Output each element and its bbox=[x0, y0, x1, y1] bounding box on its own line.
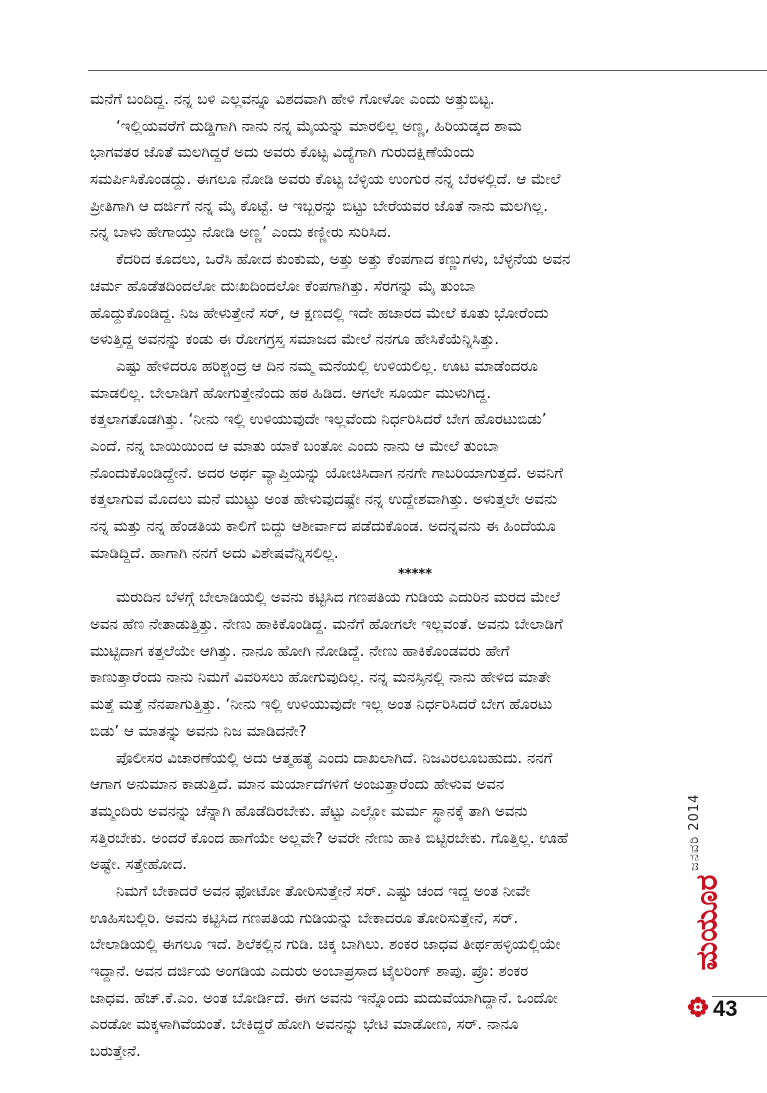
text-line: ಭಾಗವತರ ಜೊತೆ ಮಲಗಿದ್ದರೆ ಅದು ಅವರು ಕೊಟ್ಟ ವಿದ್ಯೆಗಾಗಿ ಗುರುದಕ್ಷಿಣೆಯೆಂದು bbox=[90, 143, 475, 162]
issue-date: ಜನವರಿ 2014 bbox=[687, 793, 702, 871]
text-line: ನನ್ನ ಮತ್ತು ನನ್ನ ಹೆಂಡತಿಯ ಕಾಲಿಗೆ ಬಿದ್ದು ಆಶೀರ್ವಾದ ಪಡೆದುಕೊಂಡ. ಅದನ್ನವನು ಈ ಹಿಂದೆಯೂ bbox=[90, 517, 556, 535]
text-line: ಮರುದಿನ ಬೆಳಗ್ಗೆ ಬೇಲಾಡಿಯಲ್ಲಿ ಅವನು ಕಟ್ಟಿಸಿದ ಗಣಪತಿಯ ಗುಡಿಯ ಎದುರಿನ ಮರದ ಮೇಲೆ bbox=[116, 588, 560, 607]
text-line: ಕೆದರಿದ ಕೂದಲು, ಒರೆಸಿ ಹೋದ ಕುಂಕುಮ, ಅತ್ತು ಅತ್ತು ಕೆಂಪಗಾದ ಕಣ್ಣುಗಳು, ಬೆಳ್ಳನೆಯ ಅವನ bbox=[116, 250, 571, 269]
text-line: ಎಂದೆ. ನನ್ನ ಬಾಯಿಯಿಂದ ಆ ಮಾತು ಯಾಕೆ ಬಂತೋ ಎಂದು ನಾನು ಆ ಮೇಲೆ ತುಂಬಾ bbox=[90, 436, 499, 455]
text-line: ಜಾಧವ. ಹೆಚ್.ಕೆ.ಎಂ. ಅಂತ ಬೋರ್ಡಿದೆ. ಈಗ ಅವನು ಇನ್ನೊಂದು ಮದುವೆಯಾಗಿದ್ದಾನೆ. ಒಂದೋ bbox=[90, 988, 558, 1007]
text-line: ಮತ್ತೆ ಮತ್ತೆ ನೆನಪಾಗುತ್ತಿತ್ತು. ‘ನೀನು ಇಲ್ಲಿ ಉಳಿಯುವುದೇ ಇಲ್ಲ ಅಂತ ನಿರ್ಧರಿಸಿದರೆ ಬೇಗ ಹೊರಟು bbox=[90, 695, 553, 714]
text-line: ಬೇಲಾಡಿಯಲ್ಲಿ ಈಗಲೂ ಇದೆ. ಶಿಲೆಕಲ್ಲಿನ ಗುಡಿ. ಚಿಕ್ಕ ಬಾಗಿಲು. ಶಂಕರ ಜಾಧವ ತೀರ್ಥಹಳ್ಳಿಯಲ್ಲಿಯೇ bbox=[90, 935, 561, 954]
magazine-name: ಮಯೂರ bbox=[689, 874, 725, 970]
text-line: ಬರುತ್ತೇನೆ. bbox=[90, 1042, 141, 1061]
text-line: ಎರಡೋ ಮಕ್ಕಳಾಗಿವೆಯಂತೆ. ಬೇಕಿದ್ದರೆ ಹೋಗಿ ಅವನನ್ನು ಭೇಟಿ ಮಾಡೋಣ, ಸರ್. ನಾನೂ bbox=[90, 1015, 519, 1034]
text-line: ಊಹಿಸಬಲ್ಲಿರಿ. ಅವನು ಕಟ್ಟಿಸಿದ ಗಣಪತಿಯ ಗುಡಿಯನ್ನು ಬೇಕಾದರೂ ತೋರಿಸುತ್ತೇನೆ, ಸರ್. bbox=[90, 908, 519, 927]
magazine-logo bbox=[690, 860, 724, 984]
text-line: ಇದ್ದಾನೆ. ಅವನ ದರ್ಜಿಯ ಅಂಗಡಿಯ ಎದುರು ಅಂಬಾಪ್ರಸಾದ ಟೈಲರಿಂಗ್ ಶಾಪು. ಪ್ರೊ: ಶಂಕರ bbox=[90, 962, 529, 980]
text-line: ಆಗಾಗ ಅನುಮಾನ ಕಾಡುತ್ತಿದೆ. ಮಾನ ಮರ್ಯಾದೆಗಳಿಗೆ ಅಂಜುತ್ತಾರೆಂದು ಹೇಳುವ ಅವನ bbox=[90, 775, 505, 794]
text-line: ಮಾಡಲಿಲ್ಲ. ಬೇಲಾಡಿಗೆ ಹೋಗುತ್ತೇನೆಂದು ಹಠ ಹಿಡಿದ. ಆಗಲೇ ಸೂರ್ಯ ಮುಳುಗಿದ್ದ. bbox=[90, 383, 492, 402]
text-line: ಕತ್ತಲಾಗುವ ಮೊದಲು ಮನೆ ಮುಟ್ಟು ಅಂತ ಹೇಳುವುದಷ್ಟೇ ನನ್ನ ಉದ್ದೇಶವಾಗಿತ್ತು. ಅಳುತ್ತಲೇ ಅವನು bbox=[90, 490, 558, 509]
text-line: ನನ್ನ ಬಾಳು ಹೇಗಾಯ್ತು ನೋಡಿ ಅಣ್ಣ’ ಎಂದು ಕಣ್ಣೀರು ಸುರಿಸಿದ. bbox=[90, 223, 392, 242]
text-line: ಸತ್ತಿರಬೇಕು. ಅಂದರೆ ಕೊಂದ ಹಾಗೆಯೇ ಅಲ್ಲವೇ? ಅವರೇ ನೇಣು ಹಾಕಿ ಬಿಟ್ಟಿರಬೇಕು. ಗೊತ್ತಿಲ್ಲ. ಊಹೆ bbox=[90, 828, 569, 847]
text-line: ತಮ್ಮಂದಿರು ಅವನನ್ನು ಚೆನ್ನಾಗಿ ಹೊಡೆದಿರಬೇಕು. ಪೆಟ್ಟು ಎಲ್ಲೋ ಮರ್ಮ ಸ್ಥಾನಕ್ಕೆ ತಾಗಿ ಅವನು bbox=[90, 801, 528, 820]
text-line: ಹೊದ್ದುಕೊಂಡಿದ್ದ. ನಿಜ ಹೇಳುತ್ತೇನೆ ಸರ್, ಆ ಕ್ಷಣದಲ್ಲಿ ಇದೇ ಹಜಾರದ ಮೇಲೆ ಕೂತು ಭೋರೆಂದು bbox=[90, 303, 549, 322]
text-line: ಅಷ್ಟೇ. ಸತ್ತೇಹೋದ. bbox=[90, 855, 188, 874]
text-line: ಚರ್ಮ ಹೊಡೆತದಿಂದಲೋ ದುಃಖದಿಂದಲೋ ಕೆಂಪಗಾಗಿತ್ತು. ಸೆರಗನ್ನು ಮೈ ತುಂಬಾ bbox=[90, 276, 476, 295]
text-line: ಮನೆಗೆ ಬಂದಿದ್ದ. ನನ್ನ ಬಳಿ ಎಲ್ಲವನ್ನೂ ವಿಶದವಾಗಿ ಹೇಳಿ ಗೋಳೋ ಎಂದು ಅತ್ತುಬಿಟ್ಟ. bbox=[90, 90, 495, 108]
text-line: ಪ್ರೀತಿಗಾಗಿ ಆ ದರ್ಜಿಗೆ ನನ್ನ ಮೈ ಕೊಟ್ಟೆ. ಆ ಇಬ್ಬರನ್ನು ಬಿಟ್ಟು ಬೇರೆಯವರ ಜೊತೆ ನಾನು ಮಲಗಿಲ್ಲ. bbox=[90, 196, 548, 215]
text-line: ಎಷ್ಟು ಹೇಳಿದರೂ ಹರಿಶ್ಚಂದ್ರ ಆ ದಿನ ನಮ್ಮ ಮನೆಯಲ್ಲಿ ಉಳಿಯಲಿಲ್ಲ. ಊಟ ಮಾಡೆಂದರೂ bbox=[116, 356, 538, 375]
text-line: ಪೊಲೀಸರ ವಿಚಾರಣೆಯಲ್ಲಿ ಅದು ಆತ್ಮಹತ್ಯೆ ಎಂದು ದಾಖಲಾಗಿದೆ. ನಿಜವಿರಲೂಬಹುದು. ನನಗೆ bbox=[116, 748, 553, 767]
text-line: ಕಾಣುತ್ತಾರೆಂದು ನಾನು ನಿಮಗೆ ವಿವರಿಸಲು ಹೋಗುವುದಿಲ್ಲ. ನನ್ನ ಮನಸ್ಸಿನಲ್ಲಿ ನಾನು ಹೇಳಿದ ಮಾತೇ bbox=[90, 668, 551, 687]
text-line: ಕತ್ತಲಾಗತೊಡಗಿತ್ತು. ‘ನೀನು ಇಲ್ಲಿ ಉಳಿಯುವುದೇ ಇಲ್ಲವೆಂದು ನಿರ್ಧರಿಸಿದರೆ ಬೇಗ ಹೊರಟುಬಿಡು’ bbox=[90, 410, 547, 429]
section-separator: ***** bbox=[398, 567, 432, 583]
text-line: ಅಳುತ್ತಿದ್ದ ಅವನನ್ನು ಕಂಡು ಈ ರೋಗಗ್ರಸ್ತ ಸಮಾಜದ ಮೇಲೆ ನನಗೂ ಹೇಸಿಕೆಯೆನ್ನಿಸಿತ್ತು. bbox=[90, 330, 500, 349]
text-line: ಬಿಡು’ ಆ ಮಾತನ್ನು ಅವನು ನಿಜ ಮಾಡಿದನೇ? bbox=[90, 721, 307, 740]
text-line: ನಿಮಗೆ ಬೇಕಾದರೆ ಅವನ ಫೋಟೋ ತೋರಿಸುತ್ತೇನೆ ಸರ್. ಎಷ್ಟು ಚಂದ ಇದ್ದ ಅಂತ ನೀವೇ bbox=[116, 881, 531, 900]
top-rule bbox=[88, 70, 767, 71]
text-line: ಸಮರ್ಪಿಸಿಕೊಂಡದ್ದು. ಈಗಲೂ ನೋಡಿ ಅವರು ಕೊಟ್ಟ ಬೆಳ್ಳಿಯ ಉಂಗುರ ನನ್ನ ಬೆರಳಲ್ಲಿದೆ. ಆ ಮೇಲೆ bbox=[90, 170, 561, 189]
article-body bbox=[90, 86, 680, 1065]
text-line: ‘ಇಲ್ಲಿಯವರೆಗೆ ದುಡ್ಡಿಗಾಗಿ ನಾನು ನನ್ನ ಮೈಯನ್ನು ಮಾರಲಿಲ್ಲ ಅಣ್ಣ, ಹಿರಿಯಡ್ಕದ ಶಾಮ bbox=[116, 116, 522, 135]
flower-icon bbox=[686, 995, 710, 1019]
text-line: ನೊಂದುಕೊಂಡಿದ್ದೇನೆ. ಅದರ ಅರ್ಥ ವ್ಯಾಪ್ತಿಯನ್ನು ಯೋಚಿಸಿದಾಗ ನನಗೇ ಗಾಬರಿಯಾಗುತ್ತದೆ. ಅವನಿಗೆ bbox=[90, 463, 564, 482]
text-line: ಮಾಡಿದ್ದಿದೆ. ಹಾಗಾಗಿ ನನಗೆ ಅದು ವಿಶೇಷವೆನ್ನಿಸಲಿಲ್ಲ. bbox=[90, 543, 339, 562]
page-number: 43 bbox=[713, 996, 738, 1021]
text-line: ಅವನ ಹೆಣ ನೇತಾಡುತ್ತಿತ್ತು. ನೇಣು ಹಾಕಿಕೊಂಡಿದ್ದ. ಮನೆಗೆ ಹೋಗಲೇ ಇಲ್ಲವಂತೆ. ಅವನು ಬೇಲಾಡಿಗೆ bbox=[90, 615, 563, 634]
text-line: ಮುಟ್ಟಿದಾಗ ಕತ್ತಲೆಯೇ ಆಗಿತ್ತು. ನಾನೂ ಹೋಗಿ ನೋಡಿದ್ದೆ. ನೇಣು ಹಾಕಿಕೊಂಡವರು ಹೇಗೆ bbox=[90, 641, 510, 660]
